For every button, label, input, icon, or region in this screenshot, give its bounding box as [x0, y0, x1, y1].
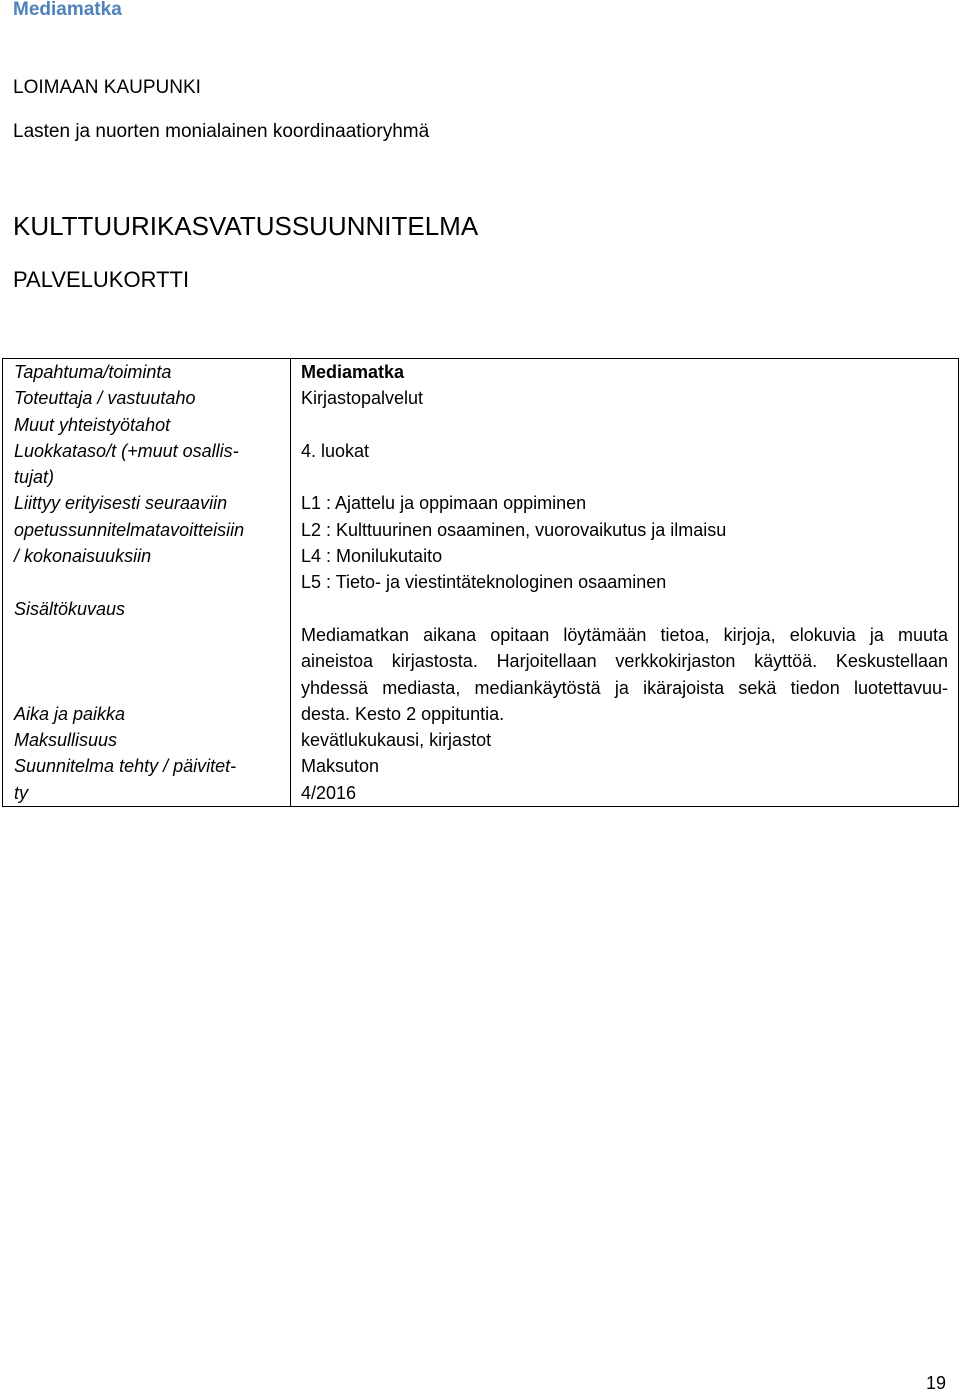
value-content-line-4: desta. Kesto 2 oppituntia. — [301, 703, 505, 724]
organization-name: LOIMAAN KAUPUNKI — [13, 77, 201, 98]
label-fee: Maksullisuus — [14, 730, 118, 751]
value-content-line-2: aineistoa kirjastosta. Harjoitellaan verkkokirjaston käyttöä. Keskustellaan — [301, 651, 948, 672]
label-time-place: Aika ja paikka — [14, 703, 126, 724]
value-grade: 4. luokat — [301, 440, 370, 461]
values-cell-main — [291, 359, 959, 807]
value-content-line-3: yhdessä mediasta, mediankäytöstä ja ikärajoista sekä tiedon luotettavuu- — [301, 677, 948, 698]
value-goal-1: L1 : Ajattelu ja oppimaan oppiminen — [301, 493, 587, 514]
label-plan-line1: Suunnitelma tehty / päivitet- — [14, 756, 237, 777]
spacer — [14, 675, 280, 701]
spacer — [14, 622, 280, 648]
label-partners: Muut yhteistyötahot — [14, 414, 171, 435]
label-content: Sisältökuvaus — [14, 598, 126, 619]
spacer — [301, 464, 948, 490]
spacer — [14, 569, 280, 595]
value-goal-2: L2 : Kulttuurinen osaaminen, vuorovaikutus ja ilmaisu — [301, 519, 727, 540]
value-content-line-1: Mediamatkan aikana opitaan löytämään tietoa, kirjoja, elokuvia ja muuta — [301, 624, 948, 645]
label-goals-line2: opetussunnitelmatavoitteisiin — [14, 519, 245, 540]
labels-cell-main — [3, 359, 291, 807]
page-number: 19 — [925, 1373, 946, 1393]
working-group-name: Lasten ja nuorten monialainen koordinaatioryhmä — [13, 121, 430, 142]
value-plan-date: 4/2016 — [301, 782, 357, 803]
value-time-place: kevätlukukausi, kirjastot — [301, 730, 492, 751]
label-goals-line3: / kokonaisuuksiin — [14, 546, 152, 567]
label-plan-line2: ty — [14, 782, 29, 803]
label-goals-line1: Liittyy erityisesti seuraaviin — [14, 493, 228, 514]
label-grade-line2: tujat) — [14, 467, 55, 488]
value-goal-3: L4 : Monilukutaito — [301, 546, 443, 567]
spacer — [14, 648, 280, 674]
value-organizer: Kirjastopalvelut — [301, 388, 424, 409]
document-subtitle: PALVELUKORTTI — [13, 267, 190, 292]
label-organizer: Toteuttaja / vastuutaho — [14, 388, 196, 409]
value-event: Mediamatka — [301, 362, 405, 382]
value-fee: Maksuton — [301, 756, 380, 777]
page-header-title: Mediamatka — [13, 0, 122, 20]
spacer — [301, 596, 948, 622]
table-row-main — [3, 359, 959, 807]
label-event: Tapahtuma/toiminta — [14, 362, 172, 382]
label-grade-line1: Luokkataso/t (+muut osallis- — [14, 440, 239, 461]
document-title: KULTTUURIKASVATUSSUUNNITELMA — [13, 211, 479, 241]
service-card-table — [2, 358, 959, 807]
value-partners — [301, 412, 948, 438]
value-goal-4: L5 : Tieto- ja viestintäteknologinen osaaminen — [301, 572, 667, 593]
